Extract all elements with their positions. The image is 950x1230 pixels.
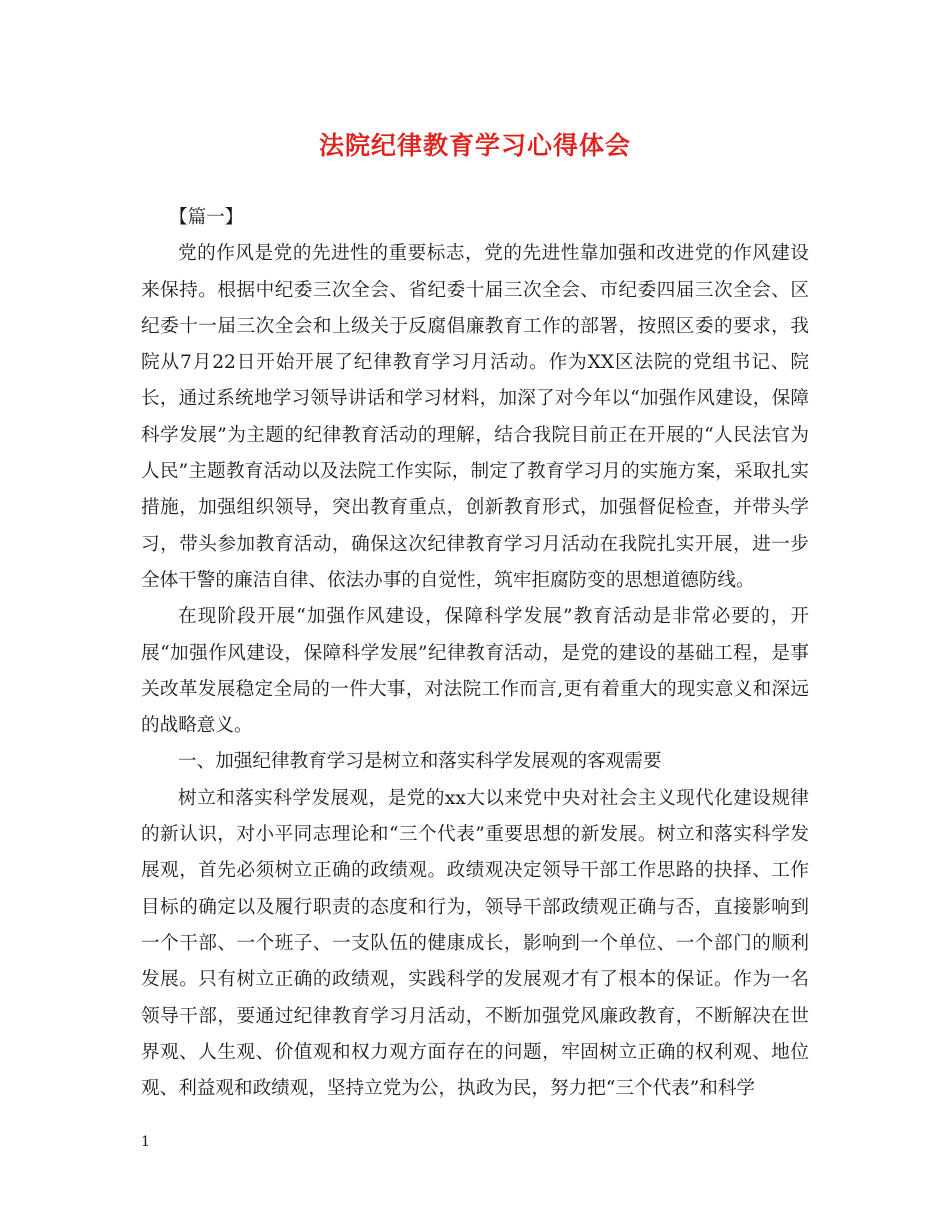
paragraph-scientific-development: 树立和落实科学发展观，是党的xx大以来党中央对社会主义现代化建设规律的新认识，对小平同志理论和“三个代表”重要思想的新发展。树立和落实科学发展观，首先必须树立正确的政绩观。政绩观决定领导干部工作思路的抉择、工作目标的确定以及履行职责的态度和行为，领导干部政绩观正确与否，直接影响到一个干部、一个班子、一支队伍的健康成长，影响到一个单位、一个部门的顺利发展。只有树立正确的政绩观，实践科学的发展观才有了根本的保证。作为一名领导干部，要通过纪律教育学习月活动，不断加强党风廉政教育，不断解决在世界观、人生观、价值观和权力观方面存在的问题，牢固树立正确的权利观、地位观、利益观和政绩观，坚持立党为公，执政为民，努力把“三个代表”和科学: [141, 787, 809, 1100]
paragraph-necessity: 在现阶段开展“加强作风建设，保障科学发展”教育活动是非常必要的，开展“加强作风建设，保障科学发展”纪律教育活动，是党的建设的基础工程，是事关改革发展稳定全局的一件大事，对法院工作而言,更有着重大的现实意义和深远的战略意义。: [141, 606, 809, 737]
page-number: 1: [141, 1134, 150, 1150]
section-heading-one: 一、加强纪律教育学习是树立和落实科学发展观的客观需要: [178, 751, 662, 773]
document-title: 法院纪律教育学习心得体会: [318, 131, 631, 160]
document-body: [141, 200, 809, 1107]
section-label: 【篇一】: [169, 207, 244, 228]
paragraph-intro: 党的作风是党的先进性的重要标志，党的先进性靠加强和改进党的作风建设来保持。根据中纪委三次全会、省纪委十届三次全会、市纪委四届三次全会、区纪委十一届三次全会和上级关于反腐倡廉教育工作的部署，按照区委的要求，我院从7月22日开始开展了纪律教育学习月活动。作为XX区法院的党组书记、院长，通过系统地学习领导讲话和学习材料，加深了对今年以“加强作风建设，保障科学发展”为主题的纪律教育活动的理解，结合我院目前正在开展的“人民法官为人民”主题教育活动以及法院工作实际，制定了教育学习月的实施方案，采取扎实措施，加强组织领导，突出教育重点，创新教育形式，加强督促检查，并带头学习，带头参加教育活动，确保这次纪律教育学习月活动在我院扎实开展，进一步全体干警的廉洁自律、依法办事的自觉性，筑牢拒腐防变的思想道德防线。: [141, 243, 809, 591]
